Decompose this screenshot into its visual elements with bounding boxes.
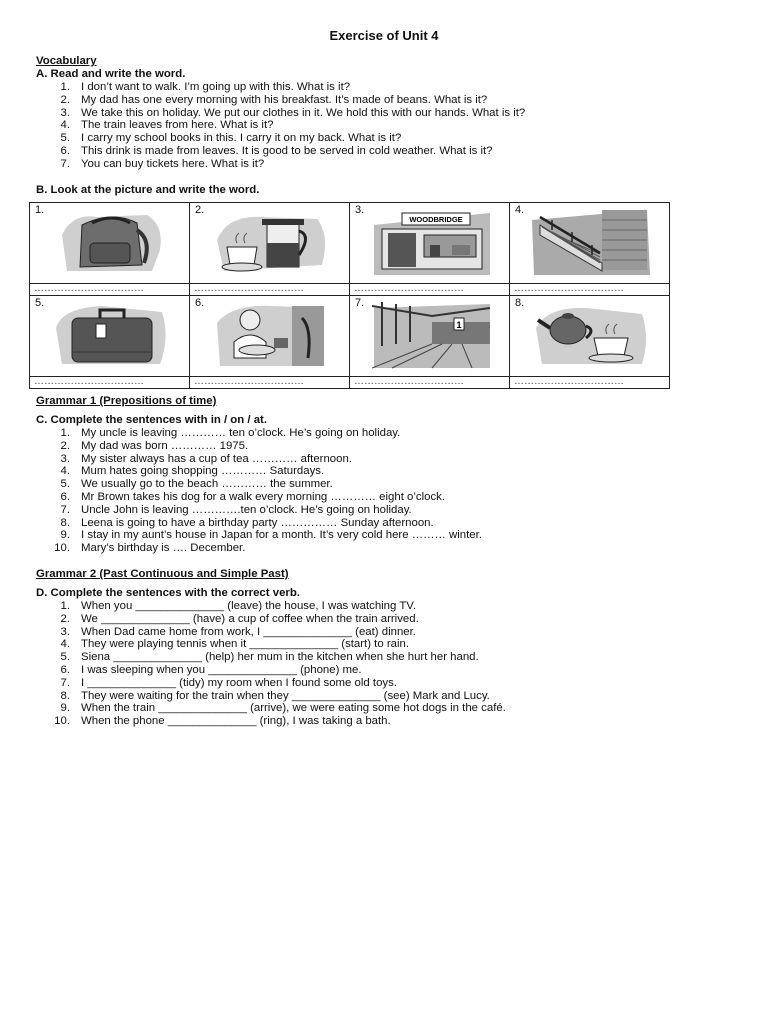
list-item: 7. Uncle John is leaving ………….ten o’clock. He’s going on holiday. xyxy=(60,503,412,516)
answer-line[interactable]: …………………………… xyxy=(510,284,670,296)
exercise-a-instruction: A. Read and write the word. xyxy=(36,68,186,80)
answer-line[interactable]: …………………………… xyxy=(30,377,190,389)
list-item: 4. They were playing tennis when it ______________ (start) to rain. xyxy=(60,638,409,651)
list-item: 2. My dad has one every morning with his breakfast. It’s made of beans. What is it? xyxy=(60,93,488,106)
list-item: 1. My uncle is leaving ………… ten o’clock. He’s going on holiday. xyxy=(60,427,401,439)
list-item: 7. I ______________ (tidy) my room when I found some old toys. xyxy=(60,676,397,689)
cafe-icon xyxy=(212,298,332,370)
list-item: 10. When the phone ______________ (ring), I was taking a bath. xyxy=(54,715,391,728)
list-item: 5. We usually go to the beach ………… the summer. xyxy=(60,478,333,491)
picture-cell: 5. xyxy=(30,296,190,377)
answer-line[interactable]: …………………………… xyxy=(510,377,670,389)
list-item: 6. This drink is made from leaves. It is good to be served in cold weather. What is it? xyxy=(60,144,493,157)
list-item: 10. Mary’s birthday is …. December. xyxy=(54,542,246,555)
list-item: 6. Mr Brown takes his dog for a walk every morning ………… eight o’clock. xyxy=(60,490,445,503)
grammar-1-heading: Grammar 1 (Prepositions of time) xyxy=(36,395,217,407)
tea-icon xyxy=(532,298,652,370)
exercise-d-list xyxy=(36,600,736,728)
exercise-a-list xyxy=(36,81,736,171)
list-item: 4. Mum hates going shopping ………… Saturdays. xyxy=(60,465,325,478)
list-item: 5. Siena ______________ (help) her mum in the kitchen when she hurt her hand. xyxy=(60,651,479,664)
exercise-c-list xyxy=(36,427,736,555)
answer-line[interactable]: …………………………… xyxy=(190,377,350,389)
vocabulary-section xyxy=(36,55,736,171)
picture-cell: 4. xyxy=(510,203,670,284)
vocabulary-heading: Vocabulary xyxy=(36,55,97,67)
exercise-c-instruction: C. Complete the sentences with in / on / at. xyxy=(36,414,268,426)
station-sign: WOODBRIDGE xyxy=(409,215,463,224)
backpack-icon xyxy=(52,205,172,277)
list-item: 8. Leena is going to have a birthday party …………… Sunday afternoon. xyxy=(60,516,434,529)
list-item: 3. We take this on holiday. We put our clothes in it. We hold this with our hands. What is it? xyxy=(60,106,526,119)
coffee-icon xyxy=(212,205,332,277)
answer-line[interactable]: …………………………… xyxy=(350,377,510,389)
list-item: 1. When you ______________ (leave) the house, I was watching TV. xyxy=(60,600,416,612)
answer-line[interactable]: …………………………… xyxy=(30,284,190,296)
ticket-office-icon xyxy=(372,205,492,277)
picture-cell: 6. xyxy=(190,296,350,377)
exercise-d-instruction: D. Complete the sentences with the correct verb. xyxy=(36,587,300,599)
list-item: 7. You can buy tickets here. What is it? xyxy=(60,157,265,170)
stairs-icon xyxy=(532,205,652,277)
exercise-b-instruction: B. Look at the picture and write the word. xyxy=(36,184,260,196)
picture-cell: 1. xyxy=(30,203,190,284)
list-item: 1. I don’t want to walk. I’m going up with this. What is it? xyxy=(60,81,351,93)
list-item: 2. We ______________ (have) a cup of coffee when the train arrived. xyxy=(60,612,419,625)
page-title: Exercise of Unit 4 xyxy=(329,28,439,43)
list-item: 3. When Dad came home from work, I ______________ (eat) dinner. xyxy=(60,625,416,638)
grammar-2-heading: Grammar 2 (Past Continuous and Simple Past) xyxy=(36,568,289,580)
picture-table xyxy=(29,202,670,389)
picture-cell: 2. xyxy=(190,203,350,284)
list-item: 4. The train leaves from here. What is it? xyxy=(60,119,274,132)
list-item: 5. I carry my school books in this. I carry it on my back. What is it? xyxy=(60,132,402,145)
list-item: 3. My sister always has a cup of tea ………… afternoon. xyxy=(60,452,352,465)
grammar-2-section xyxy=(36,568,736,728)
answer-line[interactable]: …………………………… xyxy=(190,284,350,296)
list-item: 2. My dad was born ………… 1975. xyxy=(60,439,249,452)
picture-cell: 8. xyxy=(510,296,670,377)
grammar-1-section xyxy=(36,395,736,555)
platform-icon xyxy=(372,298,492,370)
list-item: 6. I was sleeping when you ______________ (phone) me. xyxy=(60,663,362,676)
list-item: 9. I stay in my aunt’s house in Japan for a month. It’s very cold here ……… winter. xyxy=(60,529,482,542)
answer-line[interactable]: …………………………… xyxy=(350,284,510,296)
list-item: 8. They were waiting for the train when they ______________ (see) Mark and Lucy. xyxy=(60,689,490,702)
picture-cell: 3. WOODBRIDGE xyxy=(350,203,510,284)
picture-cell: 7. 1 xyxy=(350,296,510,377)
suitcase-icon xyxy=(52,298,172,370)
list-item: 9. When the train ______________ (arrive), we were eating some hot dogs in the café. xyxy=(60,702,506,715)
platform-sign: 1 xyxy=(456,320,462,330)
